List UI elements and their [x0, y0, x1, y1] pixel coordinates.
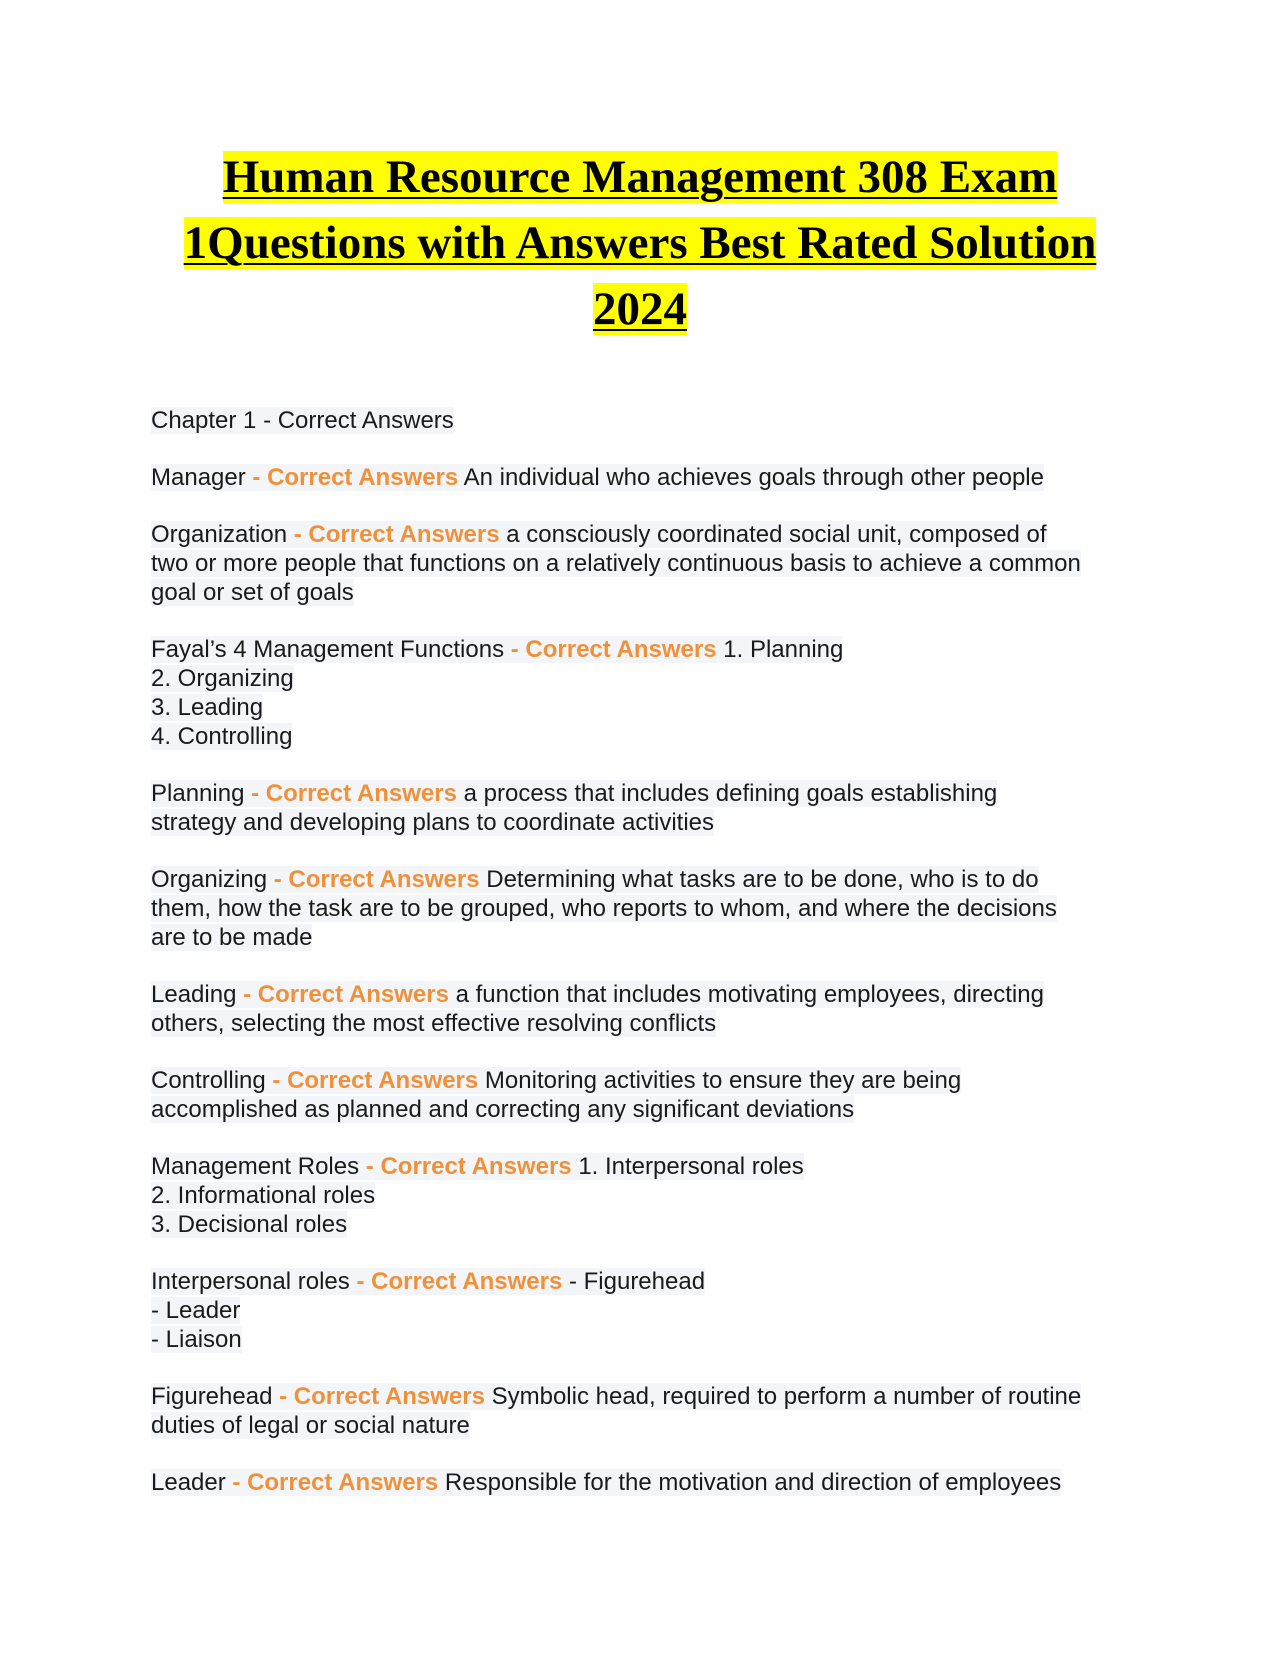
title-line: Human Resource Management 308 Exam [222, 151, 1058, 203]
term: Controlling [151, 1067, 266, 1094]
answer-marker: - Correct Answers [356, 1268, 563, 1295]
section-heading-block [151, 406, 1141, 435]
answer-text: 3. Decisional roles [151, 1211, 348, 1238]
answer-text: a process that includes defining goals establishing [463, 780, 998, 807]
answer-text: 4. Controlling [151, 723, 293, 750]
answer-text: Responsible for the motivation and direction of employees [444, 1469, 1062, 1496]
title-line: 1Questions with Answers Best Rated Solution [183, 217, 1097, 269]
answer-marker: - Correct Answers [251, 780, 457, 807]
answer-text: Symbolic head, required to perform a number of routine [491, 1383, 1082, 1410]
qa-entry [151, 1152, 1141, 1239]
qa-entry [151, 865, 1141, 952]
answer-text: are to be made [151, 924, 313, 951]
answer-text: 1. Interpersonal roles [578, 1153, 804, 1180]
answer-text: Monitoring activities to ensure they are being [484, 1067, 962, 1094]
answer-text: a consciously coordinated social unit, composed of [506, 521, 1047, 548]
term: Planning [151, 780, 245, 807]
answer-marker: - Correct Answers [279, 1383, 485, 1410]
term: Leading [151, 981, 237, 1008]
term: Interpersonal roles [151, 1268, 350, 1295]
answer-text: - Figurehead [568, 1268, 706, 1295]
qa-entry [151, 1267, 1141, 1354]
qa-entry [151, 463, 1141, 492]
qa-entry [151, 980, 1141, 1038]
answer-text: - Liaison [151, 1326, 242, 1353]
answer-marker: - Correct Answers [272, 1067, 479, 1094]
answer-text: 2. Organizing [151, 665, 294, 692]
answer-text: others, selecting the most effective resolving conflicts [151, 1010, 717, 1037]
term: Fayal’s 4 Management Functions [151, 636, 505, 663]
answer-text: 1. Planning [723, 636, 844, 663]
answer-text: 2. Informational roles [151, 1182, 376, 1209]
answer-text: two or more people that functions on a relatively continuous basis to achieve a common [151, 550, 1081, 577]
term: Organization [151, 521, 288, 548]
answer-text: Determining what tasks are to be done, who is to do [486, 866, 1039, 893]
answer-marker: - Correct Answers [510, 636, 717, 663]
answer-marker: - Correct Answers [365, 1153, 572, 1180]
qa-entry [151, 1066, 1141, 1124]
qa-entry [151, 520, 1141, 607]
answer-text: - Leader [151, 1297, 241, 1324]
answer-text: duties of legal or social nature [151, 1412, 470, 1439]
answer-text: them, how the task are to be grouped, who reports to whom, and where the decisions [151, 895, 1057, 922]
answer-text: accomplished as planned and correcting any significant deviations [151, 1096, 855, 1123]
answer-marker: - Correct Answers [293, 521, 500, 548]
answer-text: 3. Leading [151, 694, 264, 721]
term: Management Roles [151, 1153, 360, 1180]
term: Leader [151, 1469, 226, 1496]
qa-entry [151, 635, 1141, 751]
answer-text: strategy and developing plans to coordinate activities [151, 809, 715, 836]
qa-entry [151, 1468, 1141, 1497]
answer-text: An individual who achieves goals through other people [463, 464, 1044, 491]
answer-text: goal or set of goals [151, 579, 354, 606]
document-body [151, 406, 1141, 1525]
answer-marker: - Correct Answers [232, 1469, 439, 1496]
title-line: 2024 [593, 283, 687, 335]
document-title [140, 144, 1140, 342]
answer-marker: - Correct Answers [243, 981, 449, 1008]
qa-entry [151, 1382, 1141, 1440]
qa-entry [151, 779, 1141, 837]
answer-marker: - Correct Answers [252, 464, 459, 491]
section-heading: Chapter 1 - Correct Answers [151, 407, 454, 434]
answer-marker: - Correct Answers [273, 866, 480, 893]
term: Manager [151, 464, 246, 491]
answer-text: a function that includes motivating employees, directing [455, 981, 1044, 1008]
term: Figurehead [151, 1383, 273, 1410]
term: Organizing [151, 866, 268, 893]
